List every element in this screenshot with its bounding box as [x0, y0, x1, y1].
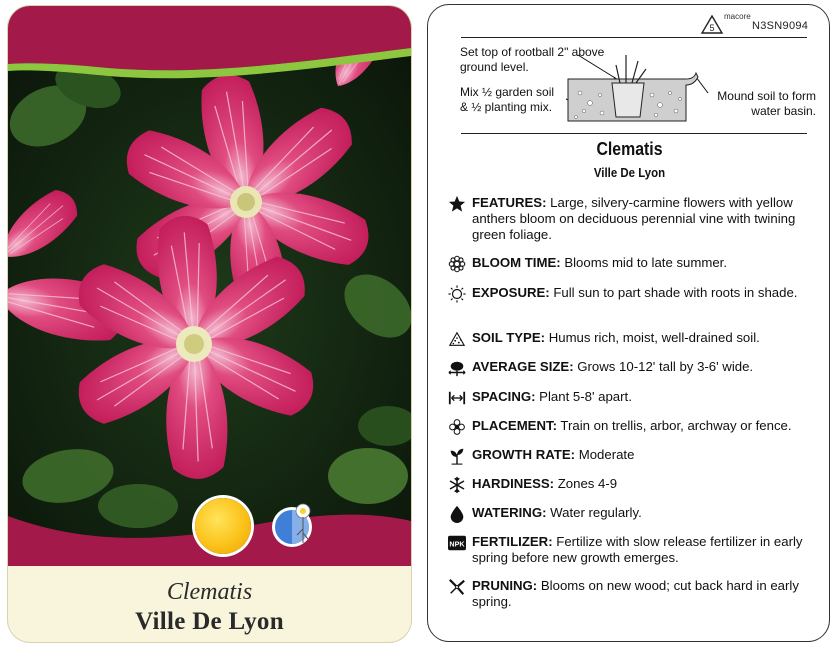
attr-placement: [446, 418, 818, 438]
top-rule: [461, 37, 807, 38]
back-plant-tag: [427, 4, 830, 642]
flower-icon: [446, 253, 468, 275]
attr-text: Blooms mid to late summer.: [564, 255, 728, 270]
attr-text: Train on trellis, arbor, archway or fence.: [560, 418, 792, 433]
attr-label: BLOOM TIME:: [472, 255, 561, 270]
plant-subtitle: Ville De Lyon: [593, 165, 666, 180]
placement-icon: [446, 416, 468, 438]
attr-watering: [446, 505, 818, 525]
planting-diagram: [560, 47, 710, 133]
attr-growth-rate: [446, 447, 818, 467]
attr-label: GROWTH RATE:: [472, 447, 576, 462]
attr-label: AVERAGE SIZE:: [472, 359, 574, 374]
attr-text: Humus rich, moist, well-drained soil.: [548, 330, 760, 345]
plant-title: Clematis: [596, 139, 663, 159]
snowflake-icon: [446, 474, 468, 496]
sun-icon: [195, 498, 251, 554]
attr-label: SOIL TYPE:: [472, 330, 546, 345]
clematis-photo: [8, 6, 411, 566]
star-icon: [446, 193, 468, 215]
attr-fertilizer: [446, 534, 818, 566]
soil-icon: [446, 328, 468, 350]
npk-icon: [446, 532, 468, 554]
recycle-brand: macore: [724, 12, 751, 21]
attr-hardiness: [446, 476, 818, 496]
attr-text: Plant 5-8' apart.: [539, 389, 632, 404]
pruners-icon: [446, 576, 468, 598]
growth-icon: [446, 445, 468, 467]
attr-text: Full sun to part shade with roots in shade.: [553, 285, 798, 300]
product-code: N3SN9094: [752, 20, 809, 32]
attr-text: Zones 4-9: [557, 476, 618, 491]
attr-text: Moderate: [578, 447, 635, 462]
attr-features: [446, 195, 818, 243]
recycle-number: 5: [709, 23, 715, 33]
recycle-icon: [701, 15, 723, 35]
attr-text: Blooms on new wood; cut back hard in early spring.: [472, 578, 799, 609]
attr-label: FEATURES:: [472, 195, 547, 210]
attr-text: Large, silvery-carmine flowers with yellow anthers bloom on deciduous perennial vine with twining green foliage.: [472, 195, 796, 242]
attr-exposure: [446, 285, 818, 305]
attr-label: HARDINESS:: [472, 476, 555, 491]
attr-text: Water regularly.: [550, 505, 642, 520]
front-common-name: Clematis: [166, 579, 253, 605]
attr-text: Fertilize with slow release fertilizer in early spring before new growth emerges.: [472, 534, 803, 565]
attr-average-size: [446, 359, 818, 379]
planting-note-top: Set top of rootball 2" above ground level.: [460, 45, 605, 74]
planting-note-right: Mound soil to form water basin.: [717, 89, 816, 118]
attr-label: EXPOSURE:: [472, 285, 550, 300]
section-rule: [461, 133, 807, 134]
size-icon: [446, 357, 468, 379]
planting-note-left: Mix ½ garden soil & ½ planting mix.: [460, 85, 555, 114]
attr-soil-type: [446, 330, 818, 350]
attr-bloom-time: [446, 255, 818, 275]
attr-label: SPACING:: [472, 389, 536, 404]
sun-outline-icon: [446, 283, 468, 305]
spacing-icon: [446, 387, 468, 409]
front-variety-name: Ville De Lyon: [135, 608, 284, 635]
attr-label: WATERING:: [472, 505, 547, 520]
attr-pruning: [446, 578, 818, 610]
attr-label: FERTILIZER:: [472, 534, 553, 549]
attr-spacing: [446, 389, 818, 409]
attr-label: PLACEMENT:: [472, 418, 557, 433]
attr-label: PRUNING:: [472, 578, 538, 593]
water-drop-icon: [446, 503, 468, 525]
front-plant-tag: [8, 6, 411, 642]
svg-text:NPK: NPK: [449, 539, 465, 549]
attr-text: Grows 10-12' tall by 3-6' wide.: [577, 359, 754, 374]
part-shade-icon: [270, 503, 316, 549]
